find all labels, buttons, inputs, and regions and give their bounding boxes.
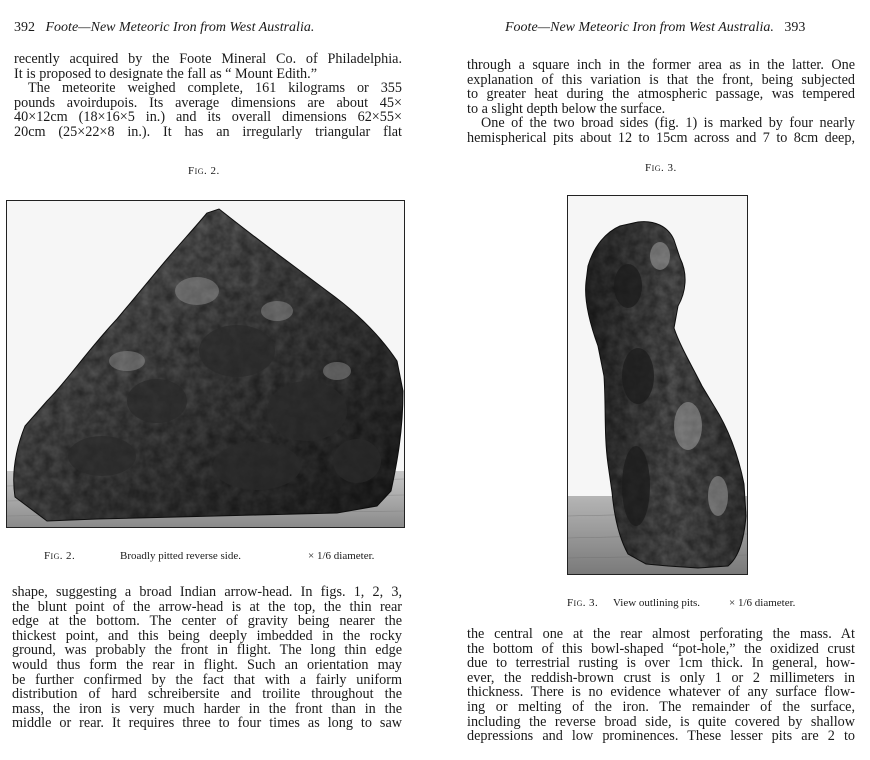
caption-text: View outlining pits. [613, 597, 701, 609]
text-line: One of the two broad sides (fig. 1) is marked by four nearly [481, 115, 855, 132]
text-block-top [14, 52, 402, 140]
text-line: the central one at the rear almost perforating the mass. At [467, 626, 855, 642]
running-head-title: Foote—New Meteoric Iron from West Australia. [505, 20, 774, 35]
running-head-title: Foote—New Meteoric Iron from West Australia. [45, 20, 315, 35]
text-line: distribution of hard schreibersite and troilite throughout the [12, 686, 402, 703]
figure-caption [0, 550, 435, 566]
text-line: be further confirmed by the fact that with a fairly uniform [12, 671, 402, 688]
caption-scale: × 1/6 diameter. [308, 550, 375, 562]
meteorite-photo-fig2 [6, 200, 405, 528]
text-line: thickness. There is no evidence whatever of any surface flow- [467, 684, 855, 701]
text-line: recently acquired by the Foote Mineral Co. of Philadelphia. [14, 51, 402, 67]
text-block-bottom [467, 627, 855, 744]
text-line: The meteorite weighed complete, 161 kilograms or 355 [28, 80, 402, 97]
text-line: the blunt point of the arrow-head is at the top, the thin rear [12, 598, 402, 615]
text-line: the bottom of this bowl-shaped “pot-hole,” the oxidized crust [467, 640, 855, 657]
meteorite-photo-fig3 [567, 195, 748, 575]
text-line: hemispherical pits about 12 to 15cm across and 7 to 8cm deep, [467, 129, 855, 146]
text-line: ing or melting of the iron. The remainder of the surface, [467, 698, 855, 715]
text-line: through a square inch in the former area as in the latter. One [467, 57, 855, 73]
text-line: 40×12cm (18×16×5 in.) and its overall dimensions 62×55× [14, 109, 402, 126]
text-line: shape, suggesting a broad Indian arrow-head. In figs. 1, 2, 3, [12, 584, 402, 600]
text-line: It is proposed to designate the fall as “ Mount Edith.” [14, 65, 317, 82]
text-line: ever, the reddish-brown crust is only 1 or 2 millimeters in [467, 669, 855, 686]
text-line: mass, the iron is very much harder in the front than in the [12, 700, 402, 717]
text-line: would thus form the rear in flight. Such an orientation may [12, 656, 402, 673]
text-line: thickest point, and this being deeply imbedded in the rocky [12, 627, 402, 644]
running-header-left [14, 20, 314, 36]
text-line: explanation of this variation is that the front, being subjected [467, 71, 855, 88]
figure-label: Fig. 3. [645, 162, 677, 174]
text-block-top [467, 58, 855, 146]
figure-label: Fig. 2. [188, 165, 220, 177]
text-line: due to terrestrial rusting is over 1cm thick. In general, how- [467, 655, 855, 672]
text-block-bottom [12, 585, 402, 731]
caption-label: Fig. 3. [567, 597, 599, 609]
text-line: middle or rear. It requires three to four times as long to saw [12, 715, 402, 732]
caption-text: Broadly pitted reverse side. [120, 550, 241, 562]
running-header-right [505, 20, 805, 36]
text-line: depressions and low prominences. These lesser pits are 2 to [467, 728, 855, 745]
caption-label: Fig. 2. [44, 550, 76, 562]
right-page [435, 0, 870, 760]
figure-caption [435, 597, 870, 613]
text-line: to greater heat during the atmospheric passage, was tempered [467, 86, 855, 103]
text-line: including the reverse broad side, is quite covered by shallow [467, 713, 855, 730]
text-line: pounds avoirdupois. Its average dimensions are about 45× [14, 94, 402, 111]
text-line: ground, was probably the front in flight. The long thin edge [12, 642, 402, 659]
text-line: edge at the bottom. The center of gravity being nearer the [12, 613, 402, 630]
caption-scale: × 1/6 diameter. [729, 597, 796, 609]
page-number: 392 [14, 20, 35, 35]
page-number: 393 [784, 20, 806, 35]
text-line: 20cm (25×22×8 in.). It has an irregularly triangular flat [14, 123, 402, 140]
text-line: to a slight depth below the surface. [467, 100, 666, 117]
